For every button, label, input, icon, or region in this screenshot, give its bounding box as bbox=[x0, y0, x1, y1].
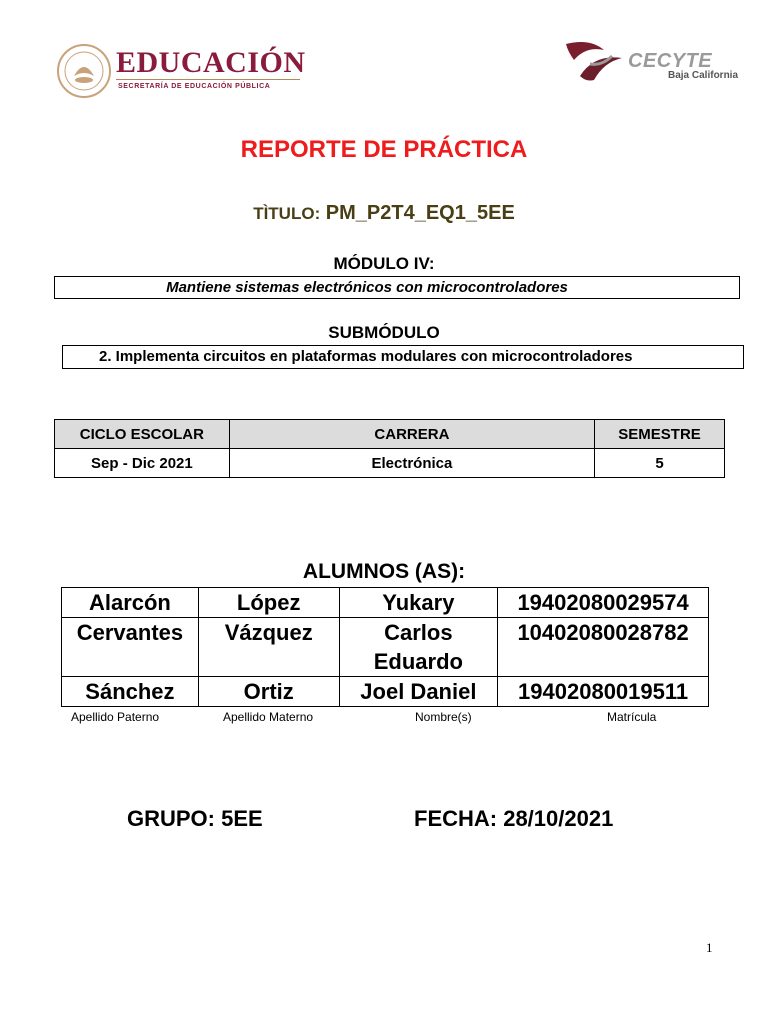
caption-matricula: Matrícula bbox=[607, 710, 657, 724]
modulo-text: Mantiene sistemas electrónicos con microcontroladores bbox=[166, 279, 568, 296]
header-ciclo-escolar: CICLO ESCOLAR bbox=[55, 420, 230, 449]
ciclo-table bbox=[54, 419, 725, 478]
apellido-materno-cell: Vázquez bbox=[198, 618, 339, 677]
caption-apellido-materno: Apellido Materno bbox=[223, 710, 314, 724]
ciclo-header-row bbox=[55, 420, 725, 449]
page-number: 1 bbox=[706, 940, 713, 955]
titulo-line bbox=[0, 202, 768, 225]
matricula-cell: 10402080028782 bbox=[498, 618, 709, 677]
table-row bbox=[62, 618, 709, 677]
table-row bbox=[62, 588, 709, 618]
titulo-value: PM_P2T4_EQ1_5EE bbox=[325, 202, 515, 224]
modulo-box bbox=[54, 276, 740, 299]
cecyte-logo-mark bbox=[560, 36, 630, 86]
ciclo-data-row bbox=[55, 449, 725, 478]
logo-divider bbox=[116, 79, 300, 80]
nombre-cell: Yukary bbox=[339, 588, 498, 618]
titulo-label: TÌTULO: bbox=[253, 204, 321, 223]
mexico-seal-logo bbox=[56, 42, 112, 100]
header-carrera: CARRERA bbox=[229, 420, 594, 449]
nombre-cell: Joel Daniel bbox=[339, 677, 498, 707]
apellido-paterno-cell: Alarcón bbox=[62, 588, 199, 618]
modulo-label: MÓDULO IV: bbox=[333, 254, 435, 273]
header-semestre: SEMESTRE bbox=[595, 420, 725, 449]
table-row bbox=[62, 677, 709, 707]
educacion-logo-subtitle: SECRETARÍA DE EDUCACIÓN PÚBLICA bbox=[118, 83, 271, 90]
cell-semestre: 5 bbox=[595, 449, 725, 478]
cell-carrera: Electrónica bbox=[229, 449, 594, 478]
caption-apellido-paterno: Apellido Paterno bbox=[71, 710, 160, 724]
cecyte-logo-name: CECYTE bbox=[628, 50, 713, 72]
grupo-label: GRUPO: 5EE bbox=[127, 806, 263, 831]
submodulo-box bbox=[62, 345, 744, 369]
fecha-label: FECHA: 28/10/2021 bbox=[414, 806, 614, 831]
apellido-paterno-cell: Cervantes bbox=[62, 618, 199, 677]
matricula-cell: 19402080029574 bbox=[498, 588, 709, 618]
alumnos-title: ALUMNOS (AS): bbox=[302, 560, 466, 583]
matricula-cell: 19402080019511 bbox=[498, 677, 709, 707]
educacion-logo-title: EDUCACIÓN bbox=[116, 46, 306, 79]
apellido-paterno-cell: Sánchez bbox=[62, 677, 199, 707]
apellido-materno-cell: López bbox=[198, 588, 339, 618]
apellido-materno-cell: Ortiz bbox=[198, 677, 339, 707]
cecyte-logo-region: Baja California bbox=[668, 70, 739, 81]
submodulo-text: 2. Implementa circuitos en plataformas modulares con microcontroladores bbox=[99, 348, 633, 365]
cell-ciclo-escolar: Sep - Dic 2021 bbox=[55, 449, 230, 478]
report-title: REPORTE DE PRÁCTICA bbox=[240, 136, 528, 163]
nombre-cell: Carlos Eduardo bbox=[339, 618, 498, 677]
alumnos-table bbox=[61, 587, 709, 707]
submodulo-label: SUBMÓDULO bbox=[328, 323, 440, 342]
caption-nombre: Nombre(s) bbox=[415, 710, 472, 724]
